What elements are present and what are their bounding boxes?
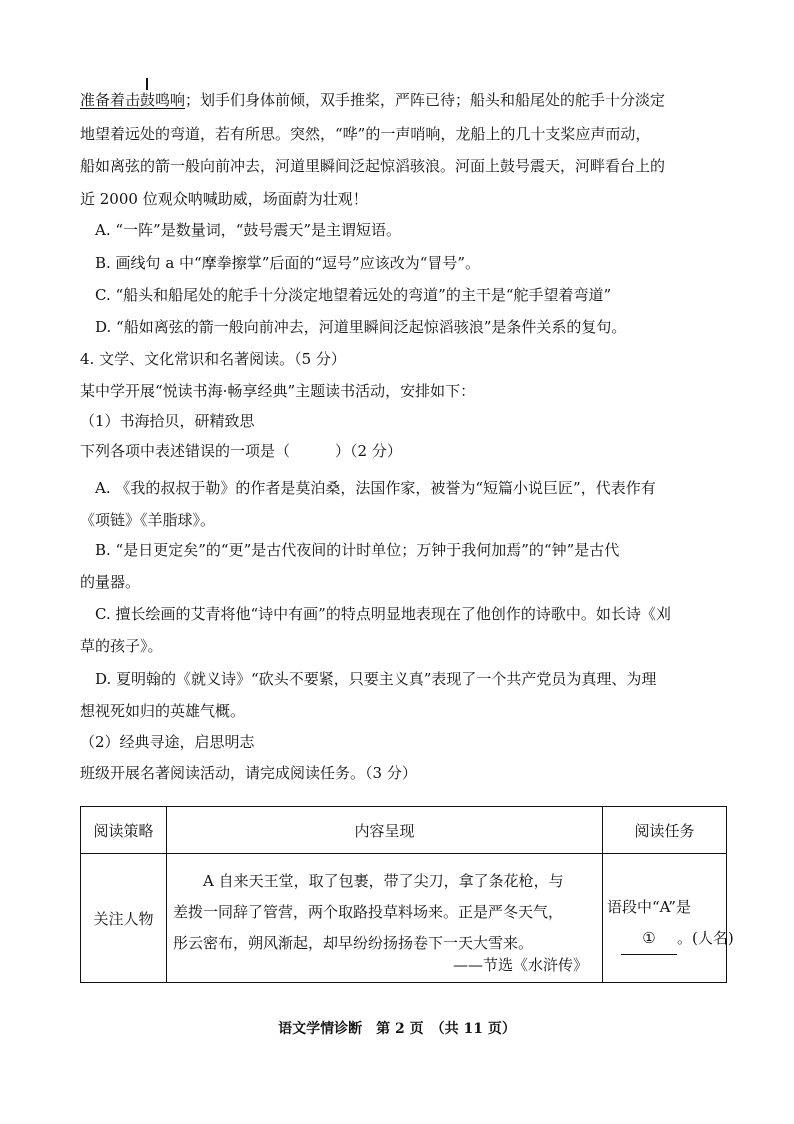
header-strategy: 阅读策略 (81, 807, 167, 854)
q3-option-c: C. “船头和船尾处的舵手十分淡定地望着远处的弯道”的主干是“舵手望着弯道” (95, 286, 612, 304)
q4-part1-prompt: 下列各项中表述错误的一项是（ ）（2 分） (80, 442, 402, 460)
header-content: 内容呈现 (167, 807, 603, 854)
excerpt-line-2: 差拨一同辞了管营，两个取路投草料场来。正是严冬天气， (173, 903, 564, 921)
q4-heading: 4. 文学、文化常识和名著阅读。（5 分） (80, 350, 346, 368)
content-cell (167, 854, 603, 983)
passage-line-1: 准备着击鼓鸣响；划手们身体前倾，双手推桨，严阵已待；船头和船尾处的舵手十分淡定 (80, 91, 666, 109)
q3-option-d: D. “船如离弦的箭一般向前冲去，河道里瞬间泛起惊滔骇浪”是条件关系的复句。 (95, 318, 627, 336)
stray-mark (146, 78, 148, 90)
strategy-cell (81, 854, 167, 983)
table-header-row (81, 807, 727, 854)
q4-option-a-line2: 《项链》《羊脂球》。 (80, 511, 216, 529)
strategy-label: 关注人物 (93, 909, 154, 928)
q4-option-d-line2: 想视死如归的英雄气概。 (80, 702, 246, 720)
q4-option-c-line1: C. 擅长绘画的艾青将他“诗中有画”的特点明显地表现在了他创作的诗歌中。如长诗《刈 (95, 605, 671, 623)
excerpt-line-3: 彤云密布，朔风渐起，却早纷纷扬扬卷下一天大雪来。 (173, 934, 534, 952)
task-line-1: 语段中“A”是 (607, 898, 691, 916)
excerpt-line-1: A 自来天王堂，取了包裹，带了尖刀，拿了条花枪，与 (173, 872, 564, 890)
q4-option-c-line2: 草的孩子》。 (80, 637, 163, 655)
task-suffix: 。(人名) (677, 929, 734, 947)
task-prompt (607, 892, 734, 955)
underlined-sentence-a: 准备着击鼓鸣响 (80, 91, 186, 109)
content-excerpt (173, 866, 564, 959)
q4-part1-title: （1）书海拾贝，研精致思 (80, 412, 255, 430)
q3-option-b: B. 画线句 a 中“摩拳擦掌”后面的“逗号”应该改为“冒号”。 (95, 254, 481, 272)
passage-line-3: 船如离弦的箭一般向前冲去，河道里瞬间泛起惊滔骇浪。河面上鼓号震天，河畔看台上的 (80, 157, 666, 175)
q4-option-d-line1: D. 夏明翰的《就义诗》“砍头不要紧，只要主义真”表现了一个共产党员为真理、为理 (95, 670, 657, 688)
excerpt-source: ——节选《水浒传》 (452, 956, 588, 974)
passage-line-2: 地望着远处的弯道，若有所思。突然，“哗”的一声哨响，龙船上的几十支桨应声而动， (80, 125, 651, 143)
reading-task-table (80, 806, 734, 983)
q4-option-a-line1: A. 《我的叔叔于勒》的作者是莫泊桑，法国作家，被誉为“短篇小说巨匠”，代表作有 (95, 479, 656, 497)
task-cell (603, 854, 734, 983)
q4-part2-prompt: 班级开展名著阅读活动，请完成阅读任务。（3 分） (80, 764, 417, 782)
q4-option-b-line1: B. “是日更定矣”的“更”是古代夜间的计时单位；万钟于我何加焉”的“钟”是古代 (95, 541, 620, 559)
answer-blank-1[interactable]: ① (621, 923, 677, 955)
q4-intro: 某中学开展“悦读书海·畅享经典”主题读书活动，安排如下： (80, 382, 476, 400)
q4-part2-title: （2）经典寻途，启思明志 (80, 733, 255, 751)
header-task: 阅读任务 (603, 807, 727, 854)
passage-line-4: 近 2000 位观众呐喊助威，场面蔚为壮观！ (80, 190, 368, 208)
page-footer: 语文学情诊断 第 2 页 （共 11 页） (278, 1021, 516, 1037)
table-row (81, 854, 727, 983)
q4-option-b-line2: 的量器。 (80, 573, 141, 591)
q3-option-a: A. “一阵”是数量词，“鼓号震天”是主谓短语。 (95, 221, 402, 239)
